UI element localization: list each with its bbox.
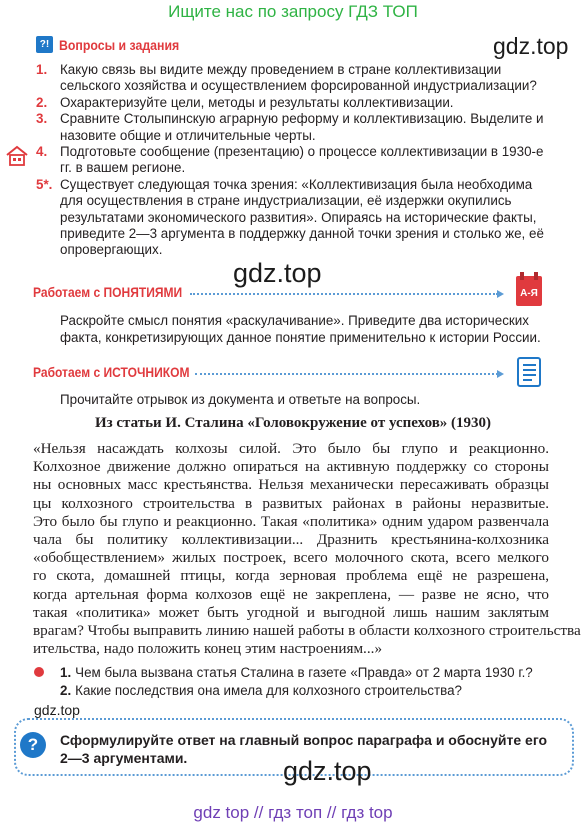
source-question-number: 1. <box>60 665 72 680</box>
source-question-number: 2. <box>60 683 72 698</box>
source-divider <box>195 373 498 375</box>
task-text: Какую связь вы видите между проведением в стране коллективизации сельского хозяйства и осуществлением форсированной индустриализации? <box>60 62 537 94</box>
banner-bottom: gdz top // гдз топ // гдз top <box>193 803 393 822</box>
watermark: gdz.top <box>283 756 372 786</box>
source-question <box>60 664 533 681</box>
source-question-text: Чем была вызвана статья Сталина в газете «Правда» от 2 марта 1930 г.? <box>75 665 533 680</box>
document-line: чала бы политику коллективизации... Дразнить крестьянина-колхозника <box>33 531 549 549</box>
document-line: ны основных масс крестьянства. Нельзя механически пересаживать образцы <box>33 476 549 494</box>
source-question-text: Какие последствия она имела для колхозного строительства? <box>75 683 462 698</box>
task-number: 5*. <box>36 176 53 192</box>
concepts-title: Работаем с ПОНЯТИЯМИ <box>33 284 183 300</box>
concepts-text: Раскройте смысл понятия «раскулачивание». Приведите два исторических факта, конкретизирующих данное понятие применительно к истории России. <box>60 313 541 345</box>
dictionary-icon-label: А-Я <box>520 288 538 299</box>
banner-top: Ищите нас по запросу ГДЗ ТОП <box>168 2 418 21</box>
task-text: Подготовьте сообщение (презентацию) о процессе коллективизации в 1930-е гг. в вашем регионе. <box>60 144 544 176</box>
document-line: такая «политика» может быть угодной и выгодной лишь нашим заклятым <box>33 603 549 621</box>
document-line: врагам? Чтобы выправить линию нашей работы в области колхозного строительства <box>33 622 581 640</box>
document-line: Колхозное движение должно опираться на активную поддержку со стороны <box>33 458 549 476</box>
task-item <box>36 62 551 95</box>
document-line: «Нельзя насаждать колхозы силой. Это было бы глупо и реакционно. <box>33 440 549 457</box>
task-number: 1. <box>36 62 48 77</box>
document-scroll-icon <box>514 355 546 389</box>
questions-title: Вопросы и задания <box>59 36 180 53</box>
final-question-text: Сформулируйте ответ на главный вопрос параграфа и обоснуйте его 2—3 аргументами. <box>60 732 548 766</box>
source-heading <box>33 364 215 380</box>
task-item <box>36 144 551 177</box>
source-question <box>60 682 462 699</box>
document-text <box>33 440 581 658</box>
document-line: го скота, домашней птицы, когда зерновая проблема ещё не разрешена, <box>33 567 549 585</box>
task-text: Существует следующая точка зрения: «Коллективизация была необходима для осуществления в стране индустриализации, её издержки окупились результатами экономического развития». Опираясь на исторические факты, приведите 2—3 аргумента в поддержку данной точки зрения и столько же, её опровергающих. <box>60 176 544 258</box>
document-line: «обобществлением» жилых построек, всего молочного скота, всего мелкого <box>33 549 549 567</box>
watermark: gdz.top <box>493 33 569 59</box>
document-title: Из статьи И. Сталина «Головокружение от успехов» (1930) <box>94 415 492 431</box>
questions-badge-icon: ?! <box>36 36 53 53</box>
source-intro: Прочитайте отрывок из документа и ответьте на вопросы. <box>60 392 421 407</box>
house-icon <box>5 145 29 167</box>
task-text: Охарактеризуйте цели, методы и результаты коллективизации. <box>60 94 454 110</box>
task-item <box>36 177 551 259</box>
document-line: Это было бы глупо и реакционно. Такая «политика» одним ударом развенчала <box>33 512 549 530</box>
concepts-divider <box>190 293 498 295</box>
arrow-icon <box>497 370 504 378</box>
watermark: gdz.top <box>233 258 322 288</box>
task-item <box>36 111 551 144</box>
document-line: цы колхозного строительства в развитых районах в районы неразвитые. <box>33 494 549 512</box>
task-number: 2. <box>36 94 48 110</box>
question-mark-icon: ? <box>20 732 46 758</box>
concepts-heading <box>33 284 206 300</box>
task-item <box>36 95 551 111</box>
arrow-icon <box>497 290 504 298</box>
document-line: когда артельная форма колхозов ещё не закреплена, — разве не ясно, что <box>33 585 549 603</box>
task-list <box>36 62 551 259</box>
dictionary-icon <box>514 272 544 308</box>
bullet-dot-icon <box>34 667 44 677</box>
task-text: Сравните Столыпинскую аграрную реформу и коллективизацию. Выделите и назовите общие и отличительные черты. <box>60 111 544 143</box>
task-number: 4. <box>36 144 48 160</box>
document-line: ительства, надо положить конец этим настроениям...» <box>33 640 383 658</box>
task-number: 3. <box>36 111 48 127</box>
watermark: gdz.top <box>34 702 80 718</box>
questions-heading <box>36 36 196 53</box>
source-title: Работаем с ИСТОЧНИКОМ <box>33 364 190 380</box>
